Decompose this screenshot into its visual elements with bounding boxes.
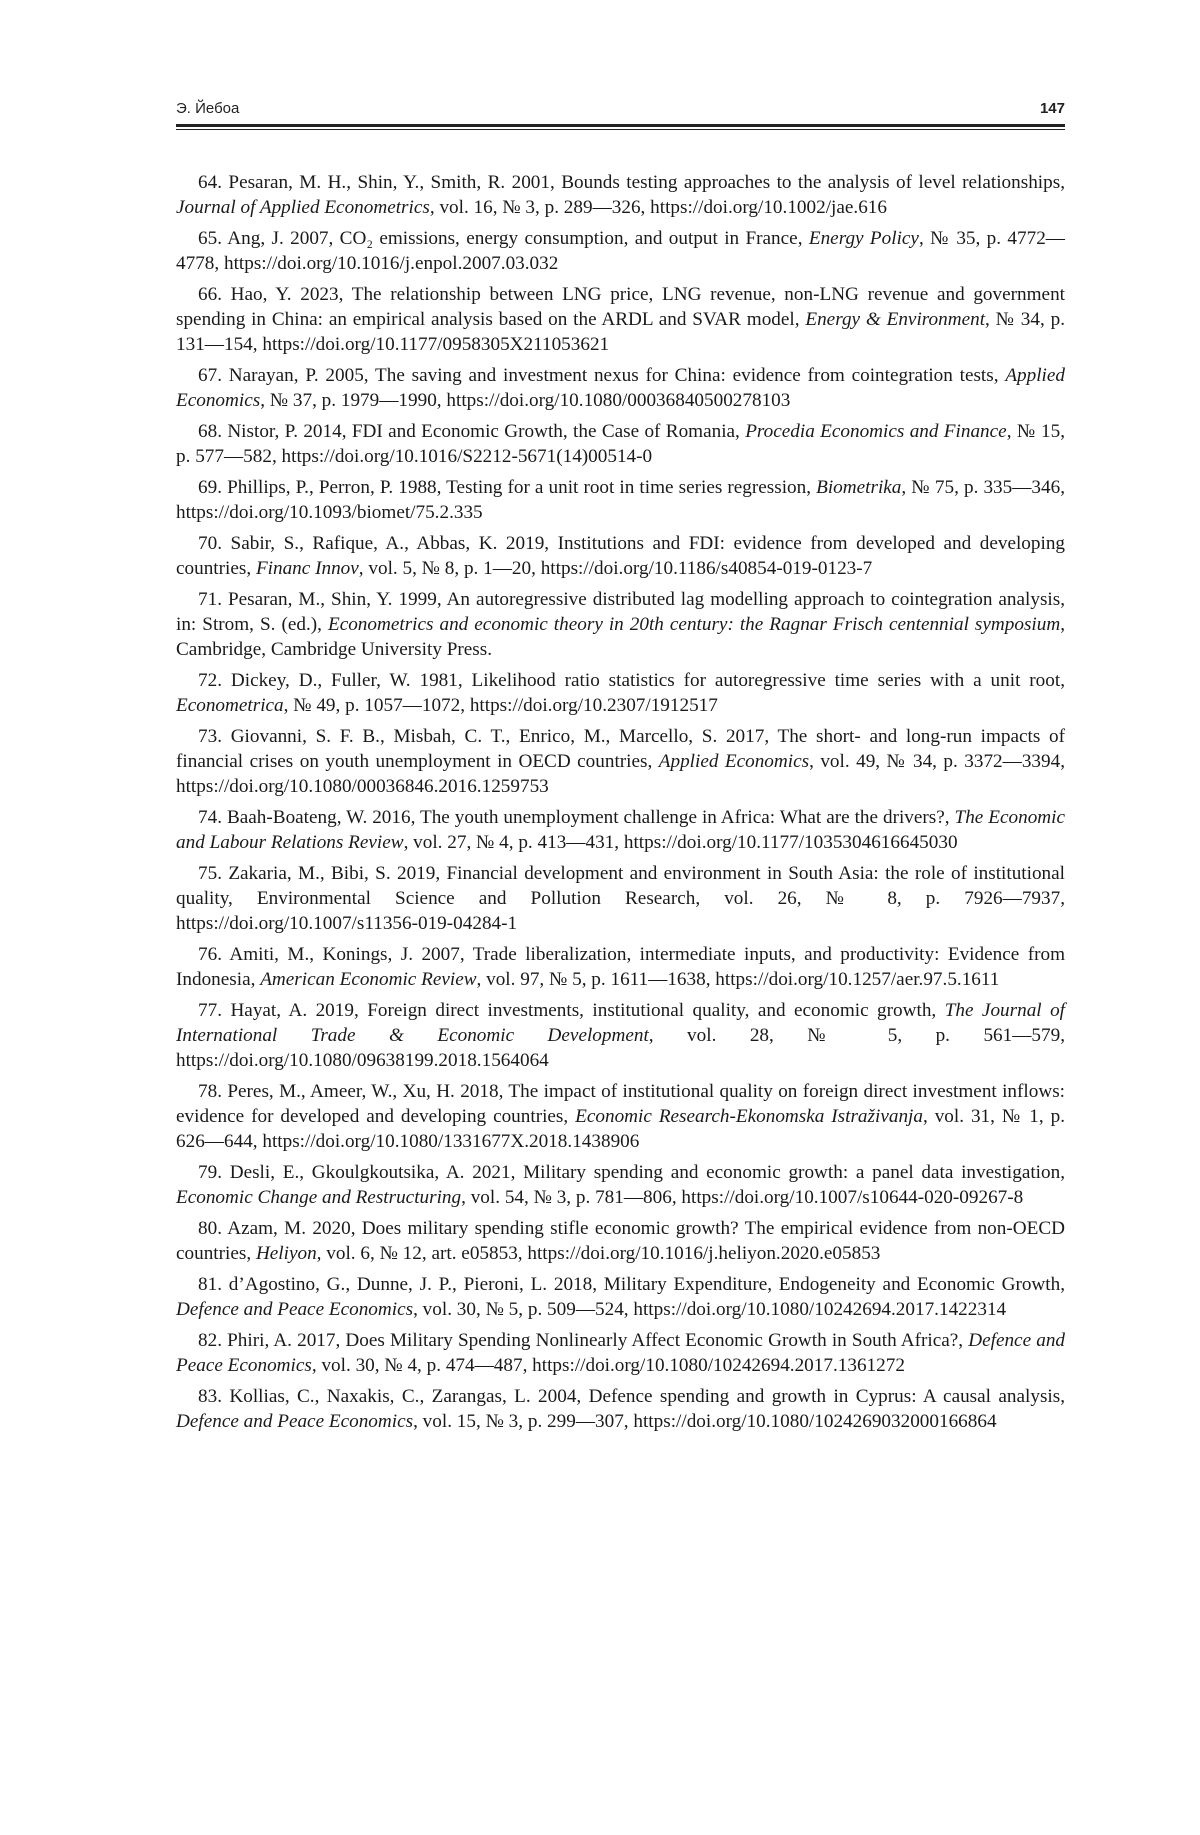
reference-item: 67. Narayan, P. 2005, The saving and investment nexus for China: evidence from cointegration tests, Applied Economics, № 37, p. 1979—1990, https://doi.org/10.1080/00036840500278103 xyxy=(176,363,1065,413)
reference-item: 83. Kollias, C., Naxakis, C., Zarangas, L. 2004, Defence spending and growth in Cyprus: A causal analysis, Defence and Peace Economics, vol. 15, № 3, p. 299—307, https://doi.org/10.1080/1024269032000166864 xyxy=(176,1384,1065,1434)
reference-item: 79. Desli, E., Gkoulgkoutsika, A. 2021, Military spending and economic growth: a panel data investigation, Economic Change and Restructuring, vol. 54, № 3, p. 781—806, https://doi.org/10.1007/s10644-020-09267-8 xyxy=(176,1160,1065,1210)
reference-item: 64. Pesaran, M. H., Shin, Y., Smith, R. 2001, Bounds testing approaches to the analysis of level relationships, Journal of Applied Econometrics, vol. 16, № 3, p. 289—326, https://doi.org/10.1002/jae.616 xyxy=(176,170,1065,220)
reference-item: 80. Azam, M. 2020, Does military spending stifle economic growth? The empirical evidence from non-OECD countries, Heliyon, vol. 6, № 12, art. e05853, https://doi.org/10.1016/j.heliyon.2020.e05853 xyxy=(176,1216,1065,1266)
reference-item: 70. Sabir, S., Rafique, A., Abbas, K. 2019, Institutions and FDI: evidence from developed and developing countries, Financ Innov, vol. 5, № 8, p. 1—20, https://doi.org/10.1186/s40854-019-0123-7 xyxy=(176,531,1065,581)
reference-item: 82. Phiri, A. 2017, Does Military Spending Nonlinearly Affect Economic Growth in South Africa?, Defence and Peace Economics, vol. 30, № 4, p. 474—487, https://doi.org/10.1080/10242694.2017.1361272 xyxy=(176,1328,1065,1378)
reference-item: 78. Peres, M., Ameer, W., Xu, H. 2018, The impact of institutional quality on foreign direct investment inflows: evidence for developed and developing countries, Economic Research-Ekonomska Istraživanja, vol. 31, № 1, p. 626—644, https://doi.org/10.1080/1331677X.2018.1438906 xyxy=(176,1079,1065,1154)
reference-item: 69. Phillips, P., Perron, P. 1988, Testing for a unit root in time series regression, Biometrika, № 75, p. 335—346, https://doi.org/10.1093/biomet/75.2.335 xyxy=(176,475,1065,525)
running-head-author: Э. Йебоа xyxy=(176,100,239,117)
reference-item: 73. Giovanni, S. F. B., Misbah, C. T., Enrico, M., Marcello, S. 2017, The short- and long-run impacts of financial crises on youth unemployment in OECD countries, Applied Economics, vol. 49, № 34, p. 3372—3394, https://doi.org/10.1080/00036846.2016.1259753 xyxy=(176,724,1065,799)
reference-item: 74. Baah-Boateng, W. 2016, The youth unemployment challenge in Africa: What are the drivers?, The Economic and Labour Relations Review, vol. 27, № 4, p. 413—431, https://doi.org/10.1177/1035304616645030 xyxy=(176,805,1065,855)
reference-item: 71. Pesaran, M., Shin, Y. 1999, An autoregressive distributed lag modelling approach to cointegration analysis, in: Strom, S. (ed.), Econometrics and economic theory in 20th century: the Ragnar Frisch centennial symposium, Cambridge, Cambridge University Press. xyxy=(176,587,1065,662)
reference-list xyxy=(176,170,1065,1440)
reference-item: 76. Amiti, M., Konings, J. 2007, Trade liberalization, intermediate inputs, and productivity: Evidence from Indonesia, American Economic Review, vol. 97, № 5, p. 1611—1638, https://doi.org/10.1257/aer.97.5.1611 xyxy=(176,942,1065,992)
reference-item: 75. Zakaria, M., Bibi, S. 2019, Financial development and environment in South Asia: the role of institutional quality, Environmental Science and Pollution Research, vol. 26, № 8, p. 7926—7937, https://doi.org/10.1007/s11356-019-04284-1 xyxy=(176,861,1065,936)
reference-item: 68. Nistor, P. 2014, FDI and Economic Growth, the Case of Romania, Procedia Economics and Finance, № 15, p. 577—582, https://doi.org/10.1016/S2212-5671(14)00514-0 xyxy=(176,419,1065,469)
reference-item: 72. Dickey, D., Fuller, W. 1981, Likelihood ratio statistics for autoregressive time series with a unit root, Econometrica, № 49, p. 1057—1072, https://doi.org/10.2307/1912517 xyxy=(176,668,1065,718)
page-number: 147 xyxy=(1040,100,1065,117)
reference-item: 81. d’Agostino, G., Dunne, J. P., Pieroni, L. 2018, Military Expenditure, Endogeneity and Economic Growth, Defence and Peace Economics, vol. 30, № 5, p. 509—524, https://doi.org/10.1080/10242694.2017.1422314 xyxy=(176,1272,1065,1322)
reference-item: 77. Hayat, A. 2019, Foreign direct investments, institutional quality, and economic growth, The Journal of International Trade & Economic Development, vol. 28, № 5, p. 561—579, https://doi.org/10.1080/09638199.2018.1564064 xyxy=(176,998,1065,1073)
header-rule xyxy=(176,124,1065,127)
header-rule-thin xyxy=(176,129,1065,130)
page-header xyxy=(176,100,1065,122)
reference-item: 65. Ang, J. 2007, CO₂ emissions, energy consumption, and output in France, Energy Policy, № 35, p. 4772—4778, https://doi.org/10.1016/j.enpol.2007.03.032 xyxy=(176,226,1065,276)
reference-item: 66. Hao, Y. 2023, The relationship between LNG price, LNG revenue, non-LNG revenue and government spending in China: an empirical analysis based on the ARDL and SVAR model, Energy & Environment, № 34, p. 131—154, https://doi.org/10.1177/0958305X211053621 xyxy=(176,282,1065,357)
